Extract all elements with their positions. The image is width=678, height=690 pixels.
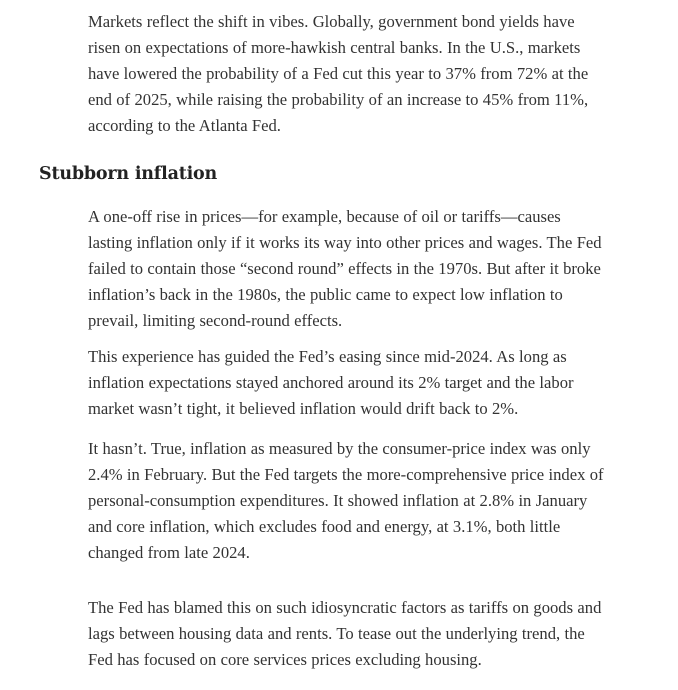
paragraph-line: inflation expectations stayed anchored around its 2% target and the labor — [88, 373, 574, 392]
paragraph-line: prevail, limiting second-round effects. — [88, 311, 343, 330]
paragraph-line: changed from late 2024. — [88, 543, 250, 562]
paragraph-line: inflation’s back in the 1980s, the public came to expect low inflation to — [88, 285, 563, 304]
paragraph-line: 2.4% in February. But the Fed targets the more-comprehensive price index of — [88, 465, 604, 484]
paragraph-line: Fed has focused on core services prices excluding housing. — [88, 650, 482, 669]
paragraph-line: lags between housing data and rents. To tease out the underlying trend, the — [88, 624, 585, 643]
paragraph-line: A one-off rise in prices—for example, because of oil or tariffs—causes — [88, 207, 561, 226]
paragraph-line: It hasn’t. True, inflation as measured by the consumer-price index was only — [88, 439, 591, 458]
paragraph-line: have lowered the probability of a Fed cut this year to 37% from 72% at the — [88, 64, 589, 83]
paragraph-idiosyncratic-factors — [88, 595, 648, 673]
paragraph-line: Markets reflect the shift in vibes. Globally, government bond yields have — [88, 12, 575, 31]
paragraph-fed-easing — [88, 344, 648, 422]
paragraph-line: risen on expectations of more-hawkish central banks. In the U.S., markets — [88, 38, 581, 57]
paragraph-markets — [88, 9, 648, 139]
paragraph-line: lasting inflation only if it works its way into other prices and wages. The Fed — [88, 233, 602, 252]
paragraph-line: market wasn’t tight, it believed inflation would drift back to 2%. — [88, 399, 519, 418]
paragraph-one-off-rise — [88, 204, 648, 334]
paragraph-line: This experience has guided the Fed’s easing since mid-2024. As long as — [88, 347, 567, 366]
paragraph-inflation-measures — [88, 436, 648, 566]
paragraph-line: The Fed has blamed this on such idiosyncratic factors as tariffs on goods and — [88, 598, 602, 617]
paragraph-line: end of 2025, while raising the probability of an increase to 45% from 11%, — [88, 90, 589, 109]
paragraph-line: personal-consumption expenditures. It showed inflation at 2.8% in January — [88, 491, 588, 510]
paragraph-line: according to the Atlanta Fed. — [88, 116, 281, 135]
section-subheading: Stubborn inflation — [39, 164, 218, 184]
paragraph-line: and core inflation, which excludes food and energy, at 3.1%, both little — [88, 517, 561, 536]
paragraph-line: failed to contain those “second round” effects in the 1970s. But after it broke — [88, 259, 601, 278]
